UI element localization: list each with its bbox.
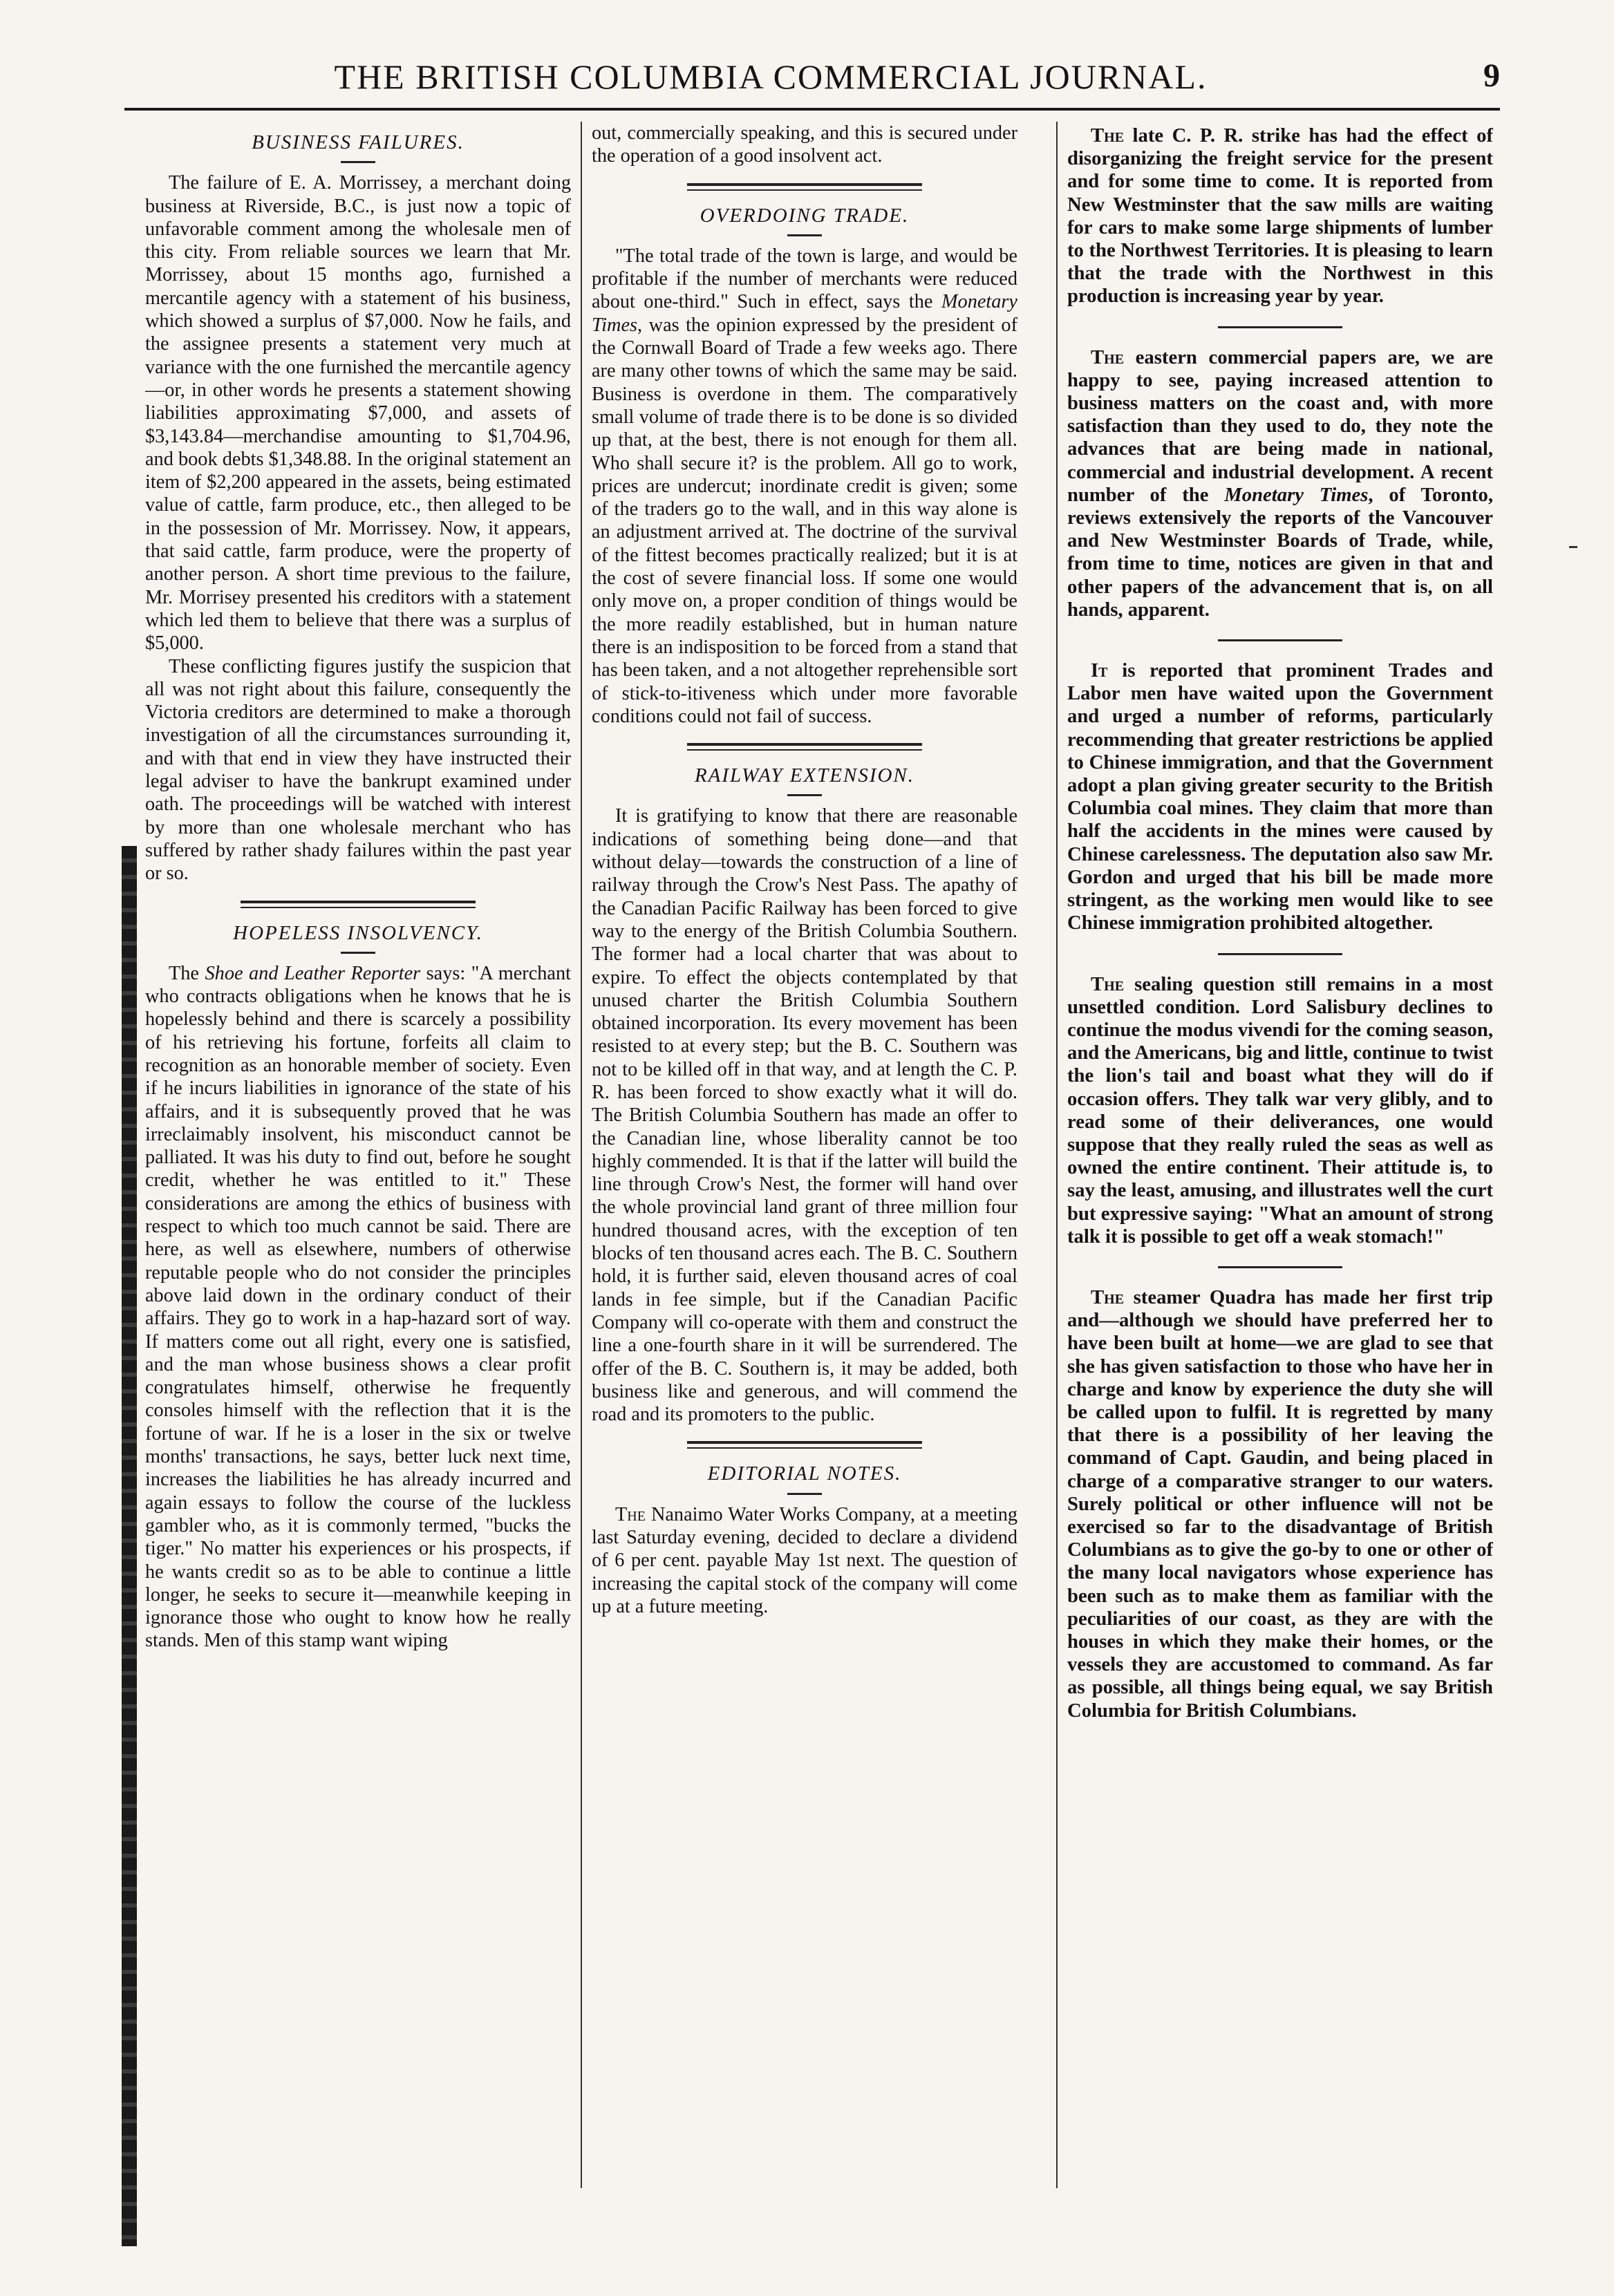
paragraph-body: says: "A merchant who contracts obligations when he knows that he is hopelessly behind and there is scarcely a possibility of his retrieving his fortune, forfeits all claim to recognition as an honorable member of society. Even if he incurs liabilities in ignorance of the state of his affairs, and it is subsequently proved that he was irreclaimably insolvent, his misconduct cannot be palliated. It was his duty to find out, before he sought credit, whether he was entitled to it." These considerations are among the ethics of business with respect to which too much cannot be said. There are here, as well as elsewhere, numbers of otherwise reputable people who do not consider the principles above laid down in the ordinary conduct of their affairs. They go to work in a hap-hazard sort of way. If matters come out all right, every one is satisfied, and the man whose business shows a clear profit congratulates himself, otherwise he frequently consoles himself with the reflection that it is the fortune of war. If he is a loser in the six or twelve months' transactions, he says, better luck next time, increases the liabilities he has already incurred and again essays to follow the course of the luckless gambler who, as it is commonly termed, "bucks the tiger." No matter his experiences or his prospects, if he wants credit so as to be able to continue a little longer, he seeks to secure it—meanwhile keeping in ignorance those who ought to know how he really stands. Men of this stamp want wiping <box>145 962 571 1652</box>
short-rule <box>341 952 375 954</box>
paragraph-lead: The <box>1091 124 1125 147</box>
publication-name: Monetary Times <box>592 291 1017 336</box>
paragraph-body: late C. P. R. strike has had the effect of disorganizing the freight service for the present and for some time to come. It is reported from New Westminster that the saw mills are waiting for cars to make some large shipments of lumber to the Northwest Territories. It is pleasing to learn that the trade with the Northwest in this production is increasing year by year. <box>1067 124 1493 308</box>
article-heading: EDITORIAL NOTES. <box>707 1462 902 1485</box>
article-heading: HOPELESS INSOLVENCY. <box>233 921 483 944</box>
article-heading: RAILWAY EXTENSION. <box>694 764 915 787</box>
double-rule <box>687 1441 922 1449</box>
article-heading: OVERDOING TRADE. <box>700 204 910 227</box>
short-rule <box>787 1493 822 1495</box>
paragraph-body: sealing question still remains in a most unsettled condition. Lord Salisbury declines to continue the modus vivendi for the coming season, and the Americans, big and little, continue to twist the lion's tail and boast what they will do if occasion offers. They talk war very glibly, and to read some of their deliverances, one would suppose that they really ruled the seas as well as owned the entire continent. Their attitude is, to say the least, amusing, and illustrates well the curt but expressive saying: "What an amount of strong talk it is possible to get off a weak stomach!" <box>1067 972 1493 1248</box>
short-rule <box>341 161 375 163</box>
editorial-note <box>1067 1286 1493 1722</box>
paragraph-body: Nanaimo Water Works Company, at a meeting last Saturday evening, decided to declare a dividend of 6 per cent. payable May 1st next. The question of increasing the capital stock of the company will come up at a future meeting. <box>592 1503 1017 1617</box>
note-separator <box>1218 639 1342 641</box>
article-paragraph <box>592 245 1017 728</box>
masthead <box>124 54 1500 111</box>
paragraph-lead: The <box>615 1503 646 1525</box>
paragraph-lead: The <box>1091 1286 1125 1308</box>
column-3 <box>1067 122 1493 2188</box>
article-paragraph <box>145 962 571 1653</box>
article-heading: BUSINESS FAILURES. <box>252 131 465 153</box>
journal-title: THE BRITISH COLUMBIA COMMERCIAL JOURNAL. <box>334 57 1208 96</box>
continued-paragraph: out, commercially speaking, and this is secured under the operation of a good insolvent act. <box>592 122 1017 167</box>
scan-speck <box>1569 546 1577 548</box>
paragraph-body: , of Toronto, reviews extensively the reports of the Vancouver and New Westminster Boards of Trade, while, from time to time, notices are given in that and other papers of the advancement that is, on all hands, apparent. <box>1067 483 1493 621</box>
paragraph-body: is reported that prominent Trades and Labor men have waited upon the Government and urged a number of reforms, particularly recommending that greater restrictions be applied to Chinese immigration, and that the Government adopt a plan giving greater security to the British Columbia coal mines. They claim that more than half the accidents in the mines were caused by Chinese carelessness. The deputation also saw Mr. Gordon and urged that his bill be made more stringent, as the working men would like to see Chinese immigration prohibited altogether. <box>1067 659 1493 934</box>
page-number: 9 <box>1483 57 1500 94</box>
note-separator <box>1218 1266 1342 1268</box>
article-paragraph: It is gratifying to know that there are reasonable indications of something being done—and that without delay—towards the construction of a line of railway through the Crow's Nest Pass. The apathy of the Canadian Pacific Railway has been forced to give way to the energy of the British Columbia Southern. The former had a local charter that was about to expire. To effect the objects contemplated by that unused charter the British Columbia Southern obtained incorporation. Its every movement has been resisted to at every step; but the B. C. Southern was not to be killed off in that way, and at length the C. P. R. has been forced to show exactly what it will do. The British Columbia Southern has made an offer to the Canadian line, whose liberality cannot be too highly commended. It is that if the latter will build the line through Crow's Nest, the former will hand over the whole provincial land grant of three million four hundred thousand acres, with the exception of ten blocks of ten thousand acres each. The B. C. Southern hold, it is further said, eleven thousand acres of coal lands in fee simple, but if the Canadian Pacific Company will co-operate with them and construct the line a one-fourth share in it will be surrendered. The offer of the B. C. Southern is, it may be added, both business like and generous, and will commend the road and its promoters to the public. <box>592 805 1017 1426</box>
note-separator <box>1218 953 1342 955</box>
short-rule <box>787 234 822 236</box>
editorial-note <box>1067 124 1493 308</box>
article-paragraph: These conflicting figures justify the suspicion that all was not right about this failure, consequently the Victoria creditors are determined to make a thorough investigation of all the circumstances surrounding it, and with that end in view they have instructed their legal adviser to have the bankrupt examined under oath. The proceedings will be watched with interest by more than one wholesale merchant who has suffered by rather shady failures within the past year or so. <box>145 655 571 885</box>
article-paragraph: The failure of E. A. Morrissey, a merchant doing business at Riverside, B.C., is just now a topic of unfavorable comment among the wholesale men of this city. From reliable sources we learn that Mr. Morrissey, about 15 months ago, furnished a mercantile agency with a statement of his business, which showed a surplus of $7,000. Now he fails, and the assignee presents a statement very much at variance with the one furnished the mercantile agency—or, in other words he presents a statement showing liabilities approximating $7,000, and assets of $3,143.84—merchandise amounting to $1,704.96, and book debts $1,348.88. In the original statement an item of $2,200 appeared in the assets, being estimated value of cattle, farm produce, etc., then alleged to be in the possession of Mr. Morrissey. Now, it appears, that said cattle, farm produce, were the property of another person. A short time previous to the failure, Mr. Morrisey presented his creditors with a statement which led them to believe that there was a surplus of $5,000. <box>145 172 571 655</box>
column-rule <box>1056 122 1058 2188</box>
paragraph-body: steamer Quadra has made her first trip and—although we should have preferred her to have been built at home—we are glad to see that she has given satisfaction to those who have her in charge and know by experience the duty she will be called upon to fulfil. It is regretted by many that there is a possibility of her leaving the command of Capt. Gaudin, and being placed in charge of a comparative stranger to our waters. Surely political or other influence will not be exercised so far to the disadvantage of British Columbians as to give the go-by to one or other of the many local navigators whose experience has been such as to make them as familiar with the peculiarities of our coast, as they are with the houses in which they make their homes, or the vessels they are accustomed to command. As far as possible, all things being equal, we say British Columbia for British Columbians. <box>1067 1286 1493 1722</box>
double-rule <box>241 901 476 908</box>
paragraph-lead: "The total trade of the town is large, and would be profitable if the number of merchants were reduced about one-third." Such in effect, says the <box>592 245 1017 313</box>
column-rule <box>581 122 582 2188</box>
paragraph-body: eastern commercial papers are, we are happy to see, paying increased attention to business matters on the coast and, with more satisfaction than they used to do, they note the advances that are being made in national, commercial and industrial development. A recent number of the <box>1067 346 1493 506</box>
paragraph-body: , was the opinion expressed by the president of the Cornwall Board of Trade a few weeks ago. There are many other towns of which the same may be said. Business is overdone in them. The comparatively small volume of trade there is to be done is so divided up that, at the best, there is not enough for them all. Who shall secure it? is the problem. All go to work, prices are undercut; inordinate credit is given; some of the traders go to the wall, and in this way alone is an adjustment arrived at. The doctrine of the survival of the fittest becomes practically realized; but it is at the cost of severe financial loss. If some one would only move on, a proper condition of things would be the more readily established, but in human nature there is an indisposition to be forced from a stand that has been taken, and a not altogether reprehensible sort of stick-to-itiveness which under more favorable conditions could not fail of success. <box>592 314 1017 727</box>
scan-margin-shadow <box>122 846 137 2246</box>
editorial-note <box>1067 346 1493 621</box>
article-paragraph <box>592 1503 1017 1618</box>
note-separator <box>1218 326 1342 328</box>
paragraph-lead: It <box>1091 659 1108 682</box>
double-rule <box>687 743 922 751</box>
column-1 <box>145 122 571 2188</box>
publication-name: Shoe and Leather Reporter <box>205 962 421 984</box>
paragraph-lead: The <box>1091 972 1125 995</box>
double-rule <box>687 183 922 191</box>
paragraph-lead: The <box>169 962 205 984</box>
column-2 <box>592 122 1017 2188</box>
short-rule <box>787 794 822 796</box>
editorial-note <box>1067 659 1493 934</box>
editorial-note <box>1067 973 1493 1248</box>
publication-name: Monetary Times <box>1224 483 1369 506</box>
paragraph-lead: The <box>1091 346 1125 368</box>
